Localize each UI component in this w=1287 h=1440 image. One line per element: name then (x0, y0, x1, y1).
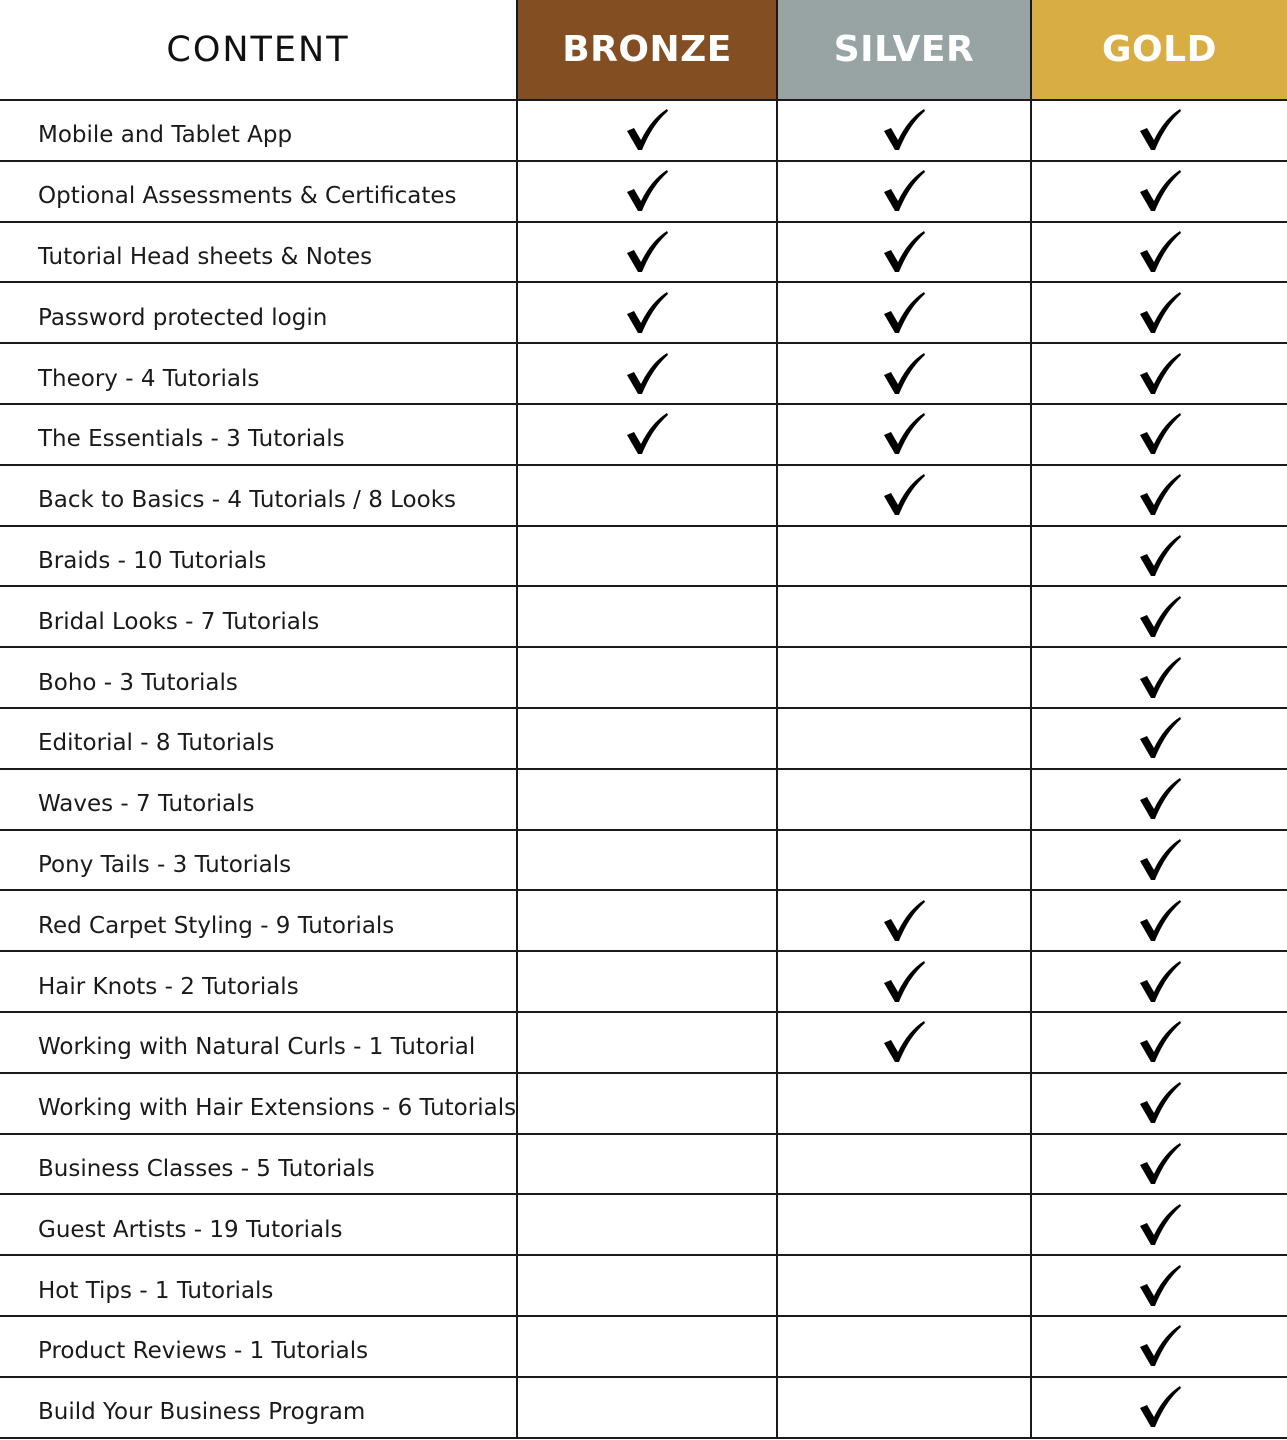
cell-gold (1030, 223, 1287, 282)
feature-label: Tutorial Head sheets & Notes (38, 243, 373, 270)
cell-bronze (516, 162, 776, 221)
cell-bronze (516, 648, 776, 707)
cell-silver (776, 223, 1030, 282)
cell-silver (776, 891, 1030, 950)
table-header (0, 0, 1287, 101)
cell-bronze (516, 1013, 776, 1072)
feature-label: Working with Hair Extensions - 6 Tutorials (38, 1095, 517, 1122)
table-row (0, 1317, 1287, 1378)
feature-label: Pony Tails - 3 Tutorials (38, 851, 292, 878)
feature-label: Red Carpet Styling - 9 Tutorials (38, 912, 395, 939)
header-gold: GOLD (1030, 0, 1287, 99)
checkmark-icon (1137, 1384, 1183, 1430)
feature-label: Boho - 3 Tutorials (38, 669, 238, 696)
cell-bronze (516, 344, 776, 403)
cell-gold (1030, 1074, 1287, 1133)
cell-gold (1030, 344, 1287, 403)
cell-silver (776, 101, 1030, 160)
cell-gold (1030, 283, 1287, 342)
cell-gold (1030, 101, 1287, 160)
table-body (0, 101, 1287, 1439)
table-row (0, 162, 1287, 223)
cell-gold (1030, 952, 1287, 1011)
cell-bronze (516, 283, 776, 342)
cell-gold (1030, 1317, 1287, 1376)
table-row (0, 466, 1287, 527)
cell-gold (1030, 1195, 1287, 1254)
checkmark-icon (881, 959, 927, 1005)
feature-label: Braids - 10 Tutorials (38, 547, 267, 574)
feature-label: The Essentials - 3 Tutorials (38, 426, 345, 453)
cell-gold (1030, 1256, 1287, 1315)
cell-gold (1030, 587, 1287, 646)
checkmark-icon (1137, 594, 1183, 640)
checkmark-icon (1137, 1141, 1183, 1187)
checkmark-icon (1137, 776, 1183, 822)
header-silver: SILVER (776, 0, 1030, 99)
cell-silver (776, 709, 1030, 768)
checkmark-icon (1137, 655, 1183, 701)
checkmark-icon (1137, 898, 1183, 944)
table-row (0, 648, 1287, 709)
cell-bronze (516, 1195, 776, 1254)
cell-bronze (516, 1378, 776, 1437)
cell-bronze (516, 770, 776, 829)
cell-silver (776, 648, 1030, 707)
table-row (0, 527, 1287, 588)
checkmark-icon (1137, 351, 1183, 397)
cell-silver (776, 1195, 1030, 1254)
checkmark-icon (1137, 533, 1183, 579)
cell-bronze (516, 527, 776, 586)
checkmark-icon (1137, 472, 1183, 518)
cell-silver (776, 770, 1030, 829)
table-row (0, 283, 1287, 344)
feature-label: Waves - 7 Tutorials (38, 791, 255, 818)
cell-bronze (516, 223, 776, 282)
cell-bronze (516, 891, 776, 950)
feature-label: Hot Tips - 1 Tutorials (38, 1277, 274, 1304)
checkmark-icon (1137, 1202, 1183, 1248)
checkmark-icon (881, 229, 927, 275)
cell-silver (776, 527, 1030, 586)
table-row (0, 587, 1287, 648)
cell-silver (776, 831, 1030, 890)
cell-gold (1030, 405, 1287, 464)
table-row (0, 1195, 1287, 1256)
cell-silver (776, 162, 1030, 221)
feature-label: Business Classes - 5 Tutorials (38, 1155, 375, 1182)
checkmark-icon (624, 411, 670, 457)
table-row (0, 770, 1287, 831)
feature-label: Editorial - 8 Tutorials (38, 730, 275, 757)
table-row (0, 405, 1287, 466)
checkmark-icon (881, 290, 927, 336)
checkmark-icon (624, 168, 670, 214)
table-row (0, 952, 1287, 1013)
cell-bronze (516, 466, 776, 525)
table-row (0, 101, 1287, 162)
checkmark-icon (881, 472, 927, 518)
checkmark-icon (1137, 715, 1183, 761)
checkmark-icon (881, 411, 927, 457)
checkmark-icon (1137, 1019, 1183, 1065)
checkmark-icon (624, 351, 670, 397)
cell-gold (1030, 162, 1287, 221)
cell-gold (1030, 648, 1287, 707)
cell-silver (776, 1135, 1030, 1194)
checkmark-icon (881, 107, 927, 153)
cell-bronze (516, 1256, 776, 1315)
table-row (0, 1378, 1287, 1439)
cell-gold (1030, 466, 1287, 525)
table-row (0, 1256, 1287, 1317)
cell-silver (776, 1074, 1030, 1133)
cell-bronze (516, 405, 776, 464)
table-row (0, 1074, 1287, 1135)
checkmark-icon (1137, 1323, 1183, 1369)
checkmark-icon (1137, 290, 1183, 336)
feature-label: Product Reviews - 1 Tutorials (38, 1338, 369, 1365)
cell-bronze (516, 587, 776, 646)
cell-bronze (516, 709, 776, 768)
checkmark-icon (1137, 837, 1183, 883)
checkmark-icon (1137, 229, 1183, 275)
checkmark-icon (881, 898, 927, 944)
cell-gold (1030, 527, 1287, 586)
checkmark-icon (881, 168, 927, 214)
table-row (0, 344, 1287, 405)
cell-silver (776, 466, 1030, 525)
cell-silver (776, 1317, 1030, 1376)
cell-silver (776, 344, 1030, 403)
checkmark-icon (1137, 1263, 1183, 1309)
feature-label: Back to Basics - 4 Tutorials / 8 Looks (38, 487, 456, 514)
cell-silver (776, 1013, 1030, 1072)
feature-label: Password protected login (38, 304, 328, 331)
table-row (0, 223, 1287, 284)
checkmark-icon (881, 351, 927, 397)
feature-label: Guest Artists - 19 Tutorials (38, 1216, 343, 1243)
cell-bronze (516, 1074, 776, 1133)
feature-label: Working with Natural Curls - 1 Tutorial (38, 1034, 476, 1061)
table-row (0, 1013, 1287, 1074)
cell-gold (1030, 770, 1287, 829)
checkmark-icon (1137, 1080, 1183, 1126)
checkmark-icon (1137, 107, 1183, 153)
cell-gold (1030, 831, 1287, 890)
cell-bronze (516, 101, 776, 160)
feature-label: Build Your Business Program (38, 1399, 366, 1426)
cell-bronze (516, 1317, 776, 1376)
checkmark-icon (1137, 959, 1183, 1005)
cell-silver (776, 952, 1030, 1011)
cell-gold (1030, 1378, 1287, 1437)
checkmark-icon (624, 290, 670, 336)
feature-label: Theory - 4 Tutorials (38, 365, 260, 392)
feature-label: Hair Knots - 2 Tutorials (38, 973, 299, 1000)
cell-bronze (516, 1135, 776, 1194)
cell-gold (1030, 1135, 1287, 1194)
cell-bronze (516, 831, 776, 890)
checkmark-icon (1137, 411, 1183, 457)
feature-label: Bridal Looks - 7 Tutorials (38, 608, 320, 635)
feature-label: Mobile and Tablet App (38, 122, 293, 149)
cell-bronze (516, 952, 776, 1011)
cell-silver (776, 1256, 1030, 1315)
feature-label: Optional Assessments & Certificates (38, 183, 457, 210)
cell-silver (776, 283, 1030, 342)
checkmark-icon (624, 107, 670, 153)
checkmark-icon (1137, 168, 1183, 214)
cell-gold (1030, 709, 1287, 768)
cell-silver (776, 405, 1030, 464)
table-row (0, 891, 1287, 952)
checkmark-icon (624, 229, 670, 275)
cell-silver (776, 587, 1030, 646)
header-bronze: BRONZE (516, 0, 776, 99)
cell-gold (1030, 1013, 1287, 1072)
table-row (0, 831, 1287, 892)
header-content: CONTENT (0, 0, 516, 99)
cell-gold (1030, 891, 1287, 950)
checkmark-icon (881, 1019, 927, 1065)
table-row (0, 1135, 1287, 1196)
cell-silver (776, 1378, 1030, 1437)
table-row (0, 709, 1287, 770)
